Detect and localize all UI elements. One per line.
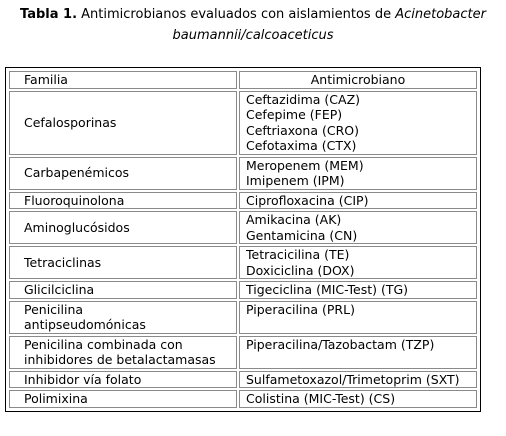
antimicrobiano-cell — [239, 91, 477, 155]
table-row — [9, 211, 477, 244]
familia-text: Aminoglucósidos — [24, 219, 130, 235]
familia-cell — [9, 157, 237, 190]
antimicrobiano-text: Doxiciclina (DOX) — [246, 262, 355, 278]
table-row — [9, 371, 477, 389]
table-row — [9, 157, 477, 190]
antimicrobiano-text: Ciprofloxacina (CIP) — [246, 192, 369, 208]
antimicrobiano-cell — [239, 211, 477, 244]
antimicrobiano-text: Imipenem (IPM) — [246, 173, 345, 188]
antimicrobiano-text: Tetracicilina (TE) — [246, 247, 350, 262]
antimicrobiano-cell — [239, 371, 477, 389]
antimicrobiano-cell — [239, 390, 477, 408]
familia-text: Cefalosporinas — [24, 114, 117, 130]
antimicrobial-table-frame — [5, 67, 481, 412]
table-body — [9, 91, 477, 408]
antimicrobiano-text: Tigeciclina (MIC-Test) (TG) — [246, 282, 409, 297]
table-caption — [0, 4, 506, 46]
table-header-row — [9, 71, 477, 89]
header-familia: Familia — [9, 71, 237, 89]
header-antimicrobiano: Antimicrobiano — [239, 71, 477, 89]
table-row — [9, 301, 477, 334]
familia-cell — [9, 246, 237, 279]
familia-text: Carbapenémicos — [24, 165, 130, 181]
caption-organism-genus: Acinetobacter — [395, 7, 486, 22]
familia-cell — [9, 390, 237, 408]
familia-text: Penicilina combinada con — [24, 336, 183, 352]
antimicrobiano-text: Colistina (MIC-Test) (CS) — [246, 391, 396, 406]
familia-text: Glicilciclina — [24, 282, 95, 297]
antimicrobiano-text: Amikacina (AK) — [246, 212, 342, 227]
antimicrobiano-text: Piperacilina/Tazobactam (TZP) — [246, 336, 435, 352]
antimicrobiano-cell — [239, 192, 477, 210]
familia-text: Penicilina — [24, 301, 84, 317]
antimicrobiano-text: Meropenem (MEM) — [246, 157, 364, 173]
caption-label: Tabla 1. — [20, 7, 78, 22]
familia-cell — [9, 91, 237, 155]
caption-text: Antimicrobianos evaluados con aislamientos de — [77, 7, 396, 22]
familia-cell — [9, 281, 237, 299]
antimicrobiano-cell — [239, 281, 477, 299]
antimicrobiano-text: Piperacilina (PRL) — [246, 301, 355, 317]
table-row — [9, 336, 477, 369]
antimicrobiano-cell — [239, 157, 477, 190]
antimicrobiano-text: Gentamicina (CN) — [246, 227, 358, 243]
familia-text: inhibidores de betalactamasas — [24, 352, 216, 367]
familia-cell — [9, 211, 237, 244]
familia-text: antipseudomónicas — [24, 317, 146, 332]
familia-text: Tetraciclinas — [24, 254, 102, 270]
table-row — [9, 91, 477, 155]
antimicrobial-table — [7, 69, 479, 410]
familia-cell — [9, 336, 237, 369]
antimicrobiano-text: Cefotaxima (CTX) — [246, 138, 357, 153]
antimicrobiano-cell — [239, 336, 477, 369]
antimicrobiano-cell — [239, 246, 477, 279]
familia-text: Inhibidor vía folato — [24, 371, 142, 387]
antimicrobiano-text: Cefepime (FEP) — [246, 107, 343, 122]
familia-cell — [9, 192, 237, 210]
antimicrobiano-text: Ceftazidima (CAZ) — [246, 91, 361, 107]
antimicrobiano-text: Ceftriaxona (CRO) — [246, 122, 359, 138]
antimicrobiano-cell — [239, 301, 477, 334]
familia-cell — [9, 301, 237, 334]
table-row — [9, 390, 477, 408]
antimicrobiano-text: Sulfametoxazol/Trimetoprim (SXT) — [246, 371, 460, 387]
familia-cell — [9, 371, 237, 389]
familia-text: Fluoroquinolona — [24, 192, 125, 208]
familia-text: Polimixina — [24, 391, 88, 406]
table-row — [9, 192, 477, 210]
caption-organism-species: baumannii/calcoaceticus — [172, 28, 334, 43]
table-row — [9, 281, 477, 299]
table-row — [9, 246, 477, 279]
